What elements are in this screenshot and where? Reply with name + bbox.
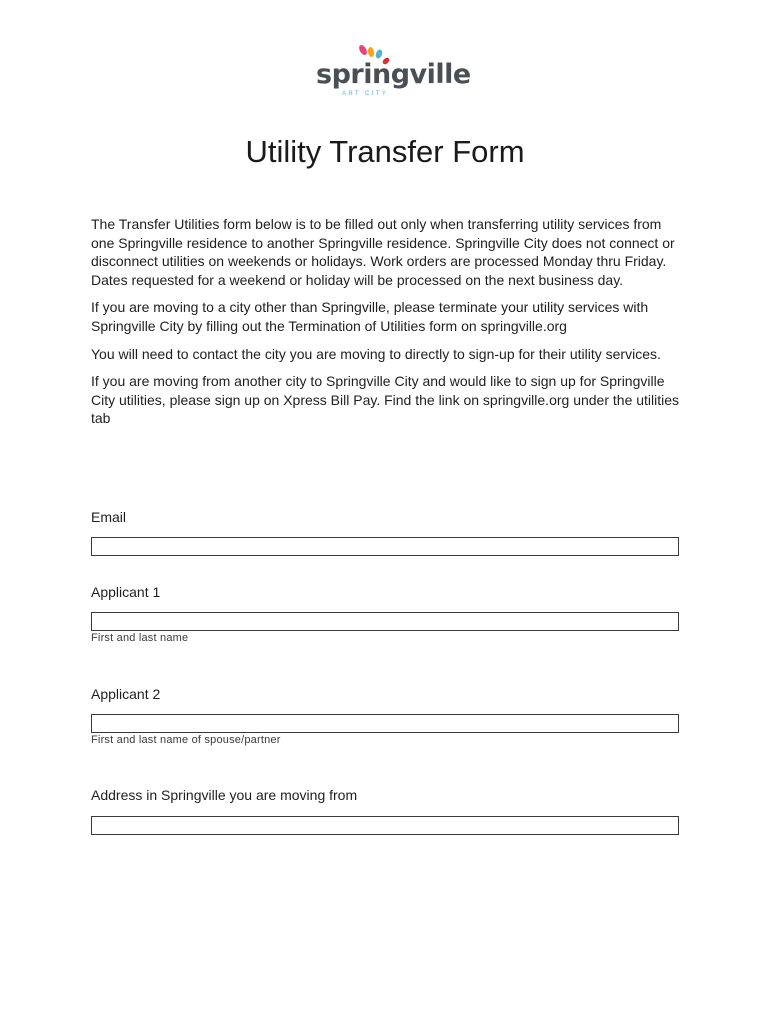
- applicant2-hint: First and last name of spouse/partner: [91, 734, 281, 746]
- applicant1-label: Applicant 1: [91, 584, 161, 600]
- intro-text: [91, 215, 681, 437]
- logo-tagline: ART CITY: [342, 91, 389, 97]
- applicant1-name-field[interactable]: [91, 612, 679, 631]
- springville-logo: [316, 44, 471, 100]
- applicant1-hint: First and last name: [91, 632, 189, 644]
- intro-paragraph: If you are moving from another city to Springville City and would like to sign up for Springville City utilities, please sign up on Xpress Bill Pay. Find the link on springville.org under the utilities tab: [91, 373, 680, 427]
- applicant2-label: Applicant 2: [91, 686, 161, 702]
- email-label: Email: [91, 509, 127, 525]
- applicant2-name-field[interactable]: [91, 714, 679, 733]
- intro-paragraph: If you are moving to a city other than Springville, please terminate your utility services with Springville City by filling out the Termination of Utilities form on springville.org: [91, 299, 649, 334]
- logo-wordmark: springville: [316, 59, 471, 90]
- intro-paragraph: You will need to contact the city you are moving to directly to sign-up for their utility services.: [91, 345, 661, 362]
- page-title: Utility Transfer Form: [245, 134, 525, 169]
- email-field[interactable]: [91, 537, 679, 556]
- intro-paragraph: The Transfer Utilities form below is to be filled out only when transferring utility services from one Springville residence to another Springville residence. Springville City does not connect or disconnect utilities on weekends or holidays. Work orders are processed Monday thru Friday. Dates requested for a weekend or holiday will be processed on the next business day.: [91, 216, 675, 288]
- address-from-label: Address in Springville you are moving from: [91, 787, 358, 803]
- address-from-field[interactable]: [91, 816, 679, 835]
